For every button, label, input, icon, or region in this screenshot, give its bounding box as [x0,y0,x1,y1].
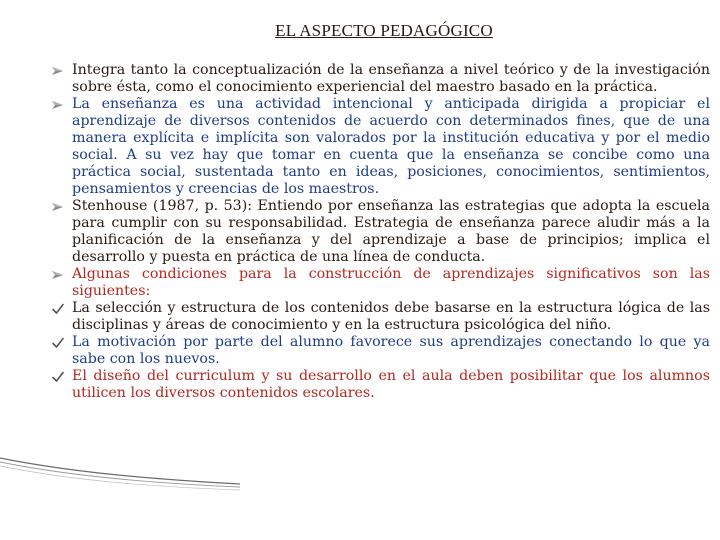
checkmark-icon [50,369,66,385]
list-item [50,96,710,198]
bullet-list [50,62,710,402]
arrow-icon [50,97,66,113]
arrow-icon [50,199,66,215]
list-item [50,368,710,402]
arrow-icon [50,267,66,283]
list-item [50,266,710,300]
list-item-text: El diseño del curriculum y su desarrollo en el aula deben posibilitar que los alumnos utilicen los diversos contenidos escolares. [72,368,710,401]
list-item-text: Stenhouse (1987, p. 53): Entiendo por enseñanza las estrategias que adopta la escuela para cumplir con su responsabilidad. Estrategia de enseñanza parece aludir más a la planificación de la enseñanza y del aprendizaje a base de principios; implica el desarrollo y puesta en práctica de una línea de conducta. [72,198,710,265]
slide-title: EL ASPECTO PEDAGÓGICO [275,21,493,40]
decorative-swoosh [0,440,240,540]
checkmark-icon [50,301,66,317]
arrow-icon [50,63,66,79]
list-item-text: La enseñanza es una actividad intencional y anticipada dirigida a propiciar el aprendizaje de diversos contenidos de acuerdo con determinados fines, que de una manera explícita e implícita son valorados por la institución educativa y por el medio social. A su vez hay que tomar en cuenta que la enseñanza se concibe como una práctica social, sustentada tanto en ideas, posiciones, conocimientos, sentimientos, pensamientos y creencias de los maestros. [72,96,710,197]
list-item-text: La motivación por parte del alumno favorece sus aprendizajes conectando lo que ya sabe con los nuevos. [72,334,710,367]
list-item-text: Integra tanto la conceptualización de la enseñanza a nivel teórico y de la investigación sobre ésta, como el conocimiento experiencial del maestro basado en la práctica. [72,62,710,95]
list-item [50,198,710,266]
list-item [50,62,710,96]
checkmark-icon [50,335,66,351]
list-item [50,300,710,334]
list-item-text: Algunas condiciones para la construcción de aprendizajes significativos son las siguientes: [72,266,710,299]
list-item-text: La selección y estructura de los contenidos debe basarse en la estructura lógica de las disciplinas y áreas de conocimiento y en la estructura psicológica del niño. [72,300,710,333]
list-item [50,334,710,368]
